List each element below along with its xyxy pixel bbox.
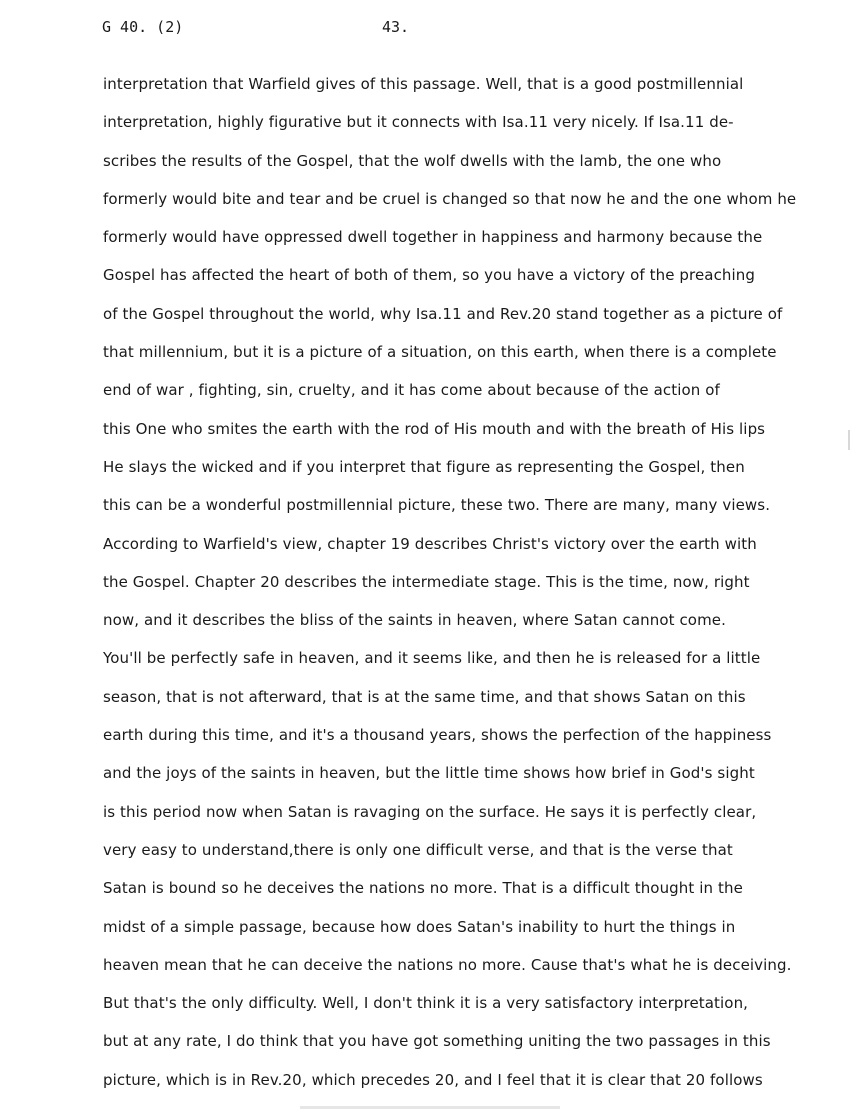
scan-bottom-mark xyxy=(300,1106,560,1109)
text-line: formerly would have oppressed dwell together in happiness and harmony because the xyxy=(103,228,763,247)
text-line: earth during this time, and it's a thousand years, shows the perfection of the happiness xyxy=(103,726,772,745)
text-line: but at any rate, I do think that you have got something uniting the two passages in this xyxy=(103,1032,771,1051)
text-line: According to Warfield's view, chapter 19 describes Christ's victory over the earth with xyxy=(103,534,757,553)
text-line: this can be a wonderful postmillennial picture, these two. There are many, many views. xyxy=(103,496,771,515)
text-line: the Gospel. Chapter 20 describes the intermediate stage. This is the time, now, right xyxy=(103,572,750,591)
text-line: But that's the only difficulty. Well, I don't think it is a very satisfactory interpretation, xyxy=(103,994,749,1013)
document-code: G 40. (2) xyxy=(102,18,184,36)
text-line: end of war , fighting, sin, cruelty, and it has come about because of the action of xyxy=(103,381,720,400)
text-line: Satan is bound so he deceives the nations no more. That is a difficult thought in the xyxy=(103,879,743,898)
text-line: He slays the wicked and if you interpret that figure as representing the Gospel, then xyxy=(103,457,745,476)
text-line: interpretation, highly figurative but it connects with Isa.11 very nicely. If Isa.11 de- xyxy=(103,113,734,132)
body-text xyxy=(103,73,848,1107)
text-line: that millennium, but it is a picture of a situation, on this earth, when there is a complete xyxy=(103,343,777,362)
text-line: picture, which is in Rev.20, which precedes 20, and I feel that it is clear that 20 follows xyxy=(103,1070,763,1089)
text-line: formerly would bite and tear and be cruel is changed so that now he and the one whom he xyxy=(103,189,797,208)
scan-edge-mark xyxy=(848,430,850,450)
text-line: heaven mean that he can deceive the nations no more. Cause that's what he is deceiving. xyxy=(103,955,792,974)
text-line: season, that is not afterward, that is at the same time, and that shows Satan on this xyxy=(103,687,746,706)
text-line: You'll be perfectly safe in heaven, and it seems like, and then he is released for a little xyxy=(103,649,761,668)
text-line: midst of a simple passage, because how does Satan's inability to hurt the things in xyxy=(103,917,736,936)
page-number: 43. xyxy=(382,18,410,36)
text-line: Gospel has affected the heart of both of them, so you have a victory of the preaching xyxy=(103,266,756,285)
text-line: now, and it describes the bliss of the saints in heaven, where Satan cannot come. xyxy=(103,611,726,630)
text-line: interpretation that Warfield gives of this passage. Well, that is a good postmillennial xyxy=(103,75,744,93)
text-line: very easy to understand,there is only one difficult verse, and that is the verse that xyxy=(103,840,733,859)
text-line: this One who smites the earth with the rod of His mouth and with the breath of His lips xyxy=(103,419,766,438)
text-line: scribes the results of the Gospel, that the wolf dwells with the lamb, the one who xyxy=(103,151,722,170)
text-line: is this period now when Satan is ravaging on the surface. He says it is perfectly clear, xyxy=(103,802,757,821)
text-line: of the Gospel throughout the world, why Isa.11 and Rev.20 stand together as a picture of xyxy=(103,304,783,323)
text-line: and the joys of the saints in heaven, but the little time shows how brief in God's sight xyxy=(103,764,755,783)
